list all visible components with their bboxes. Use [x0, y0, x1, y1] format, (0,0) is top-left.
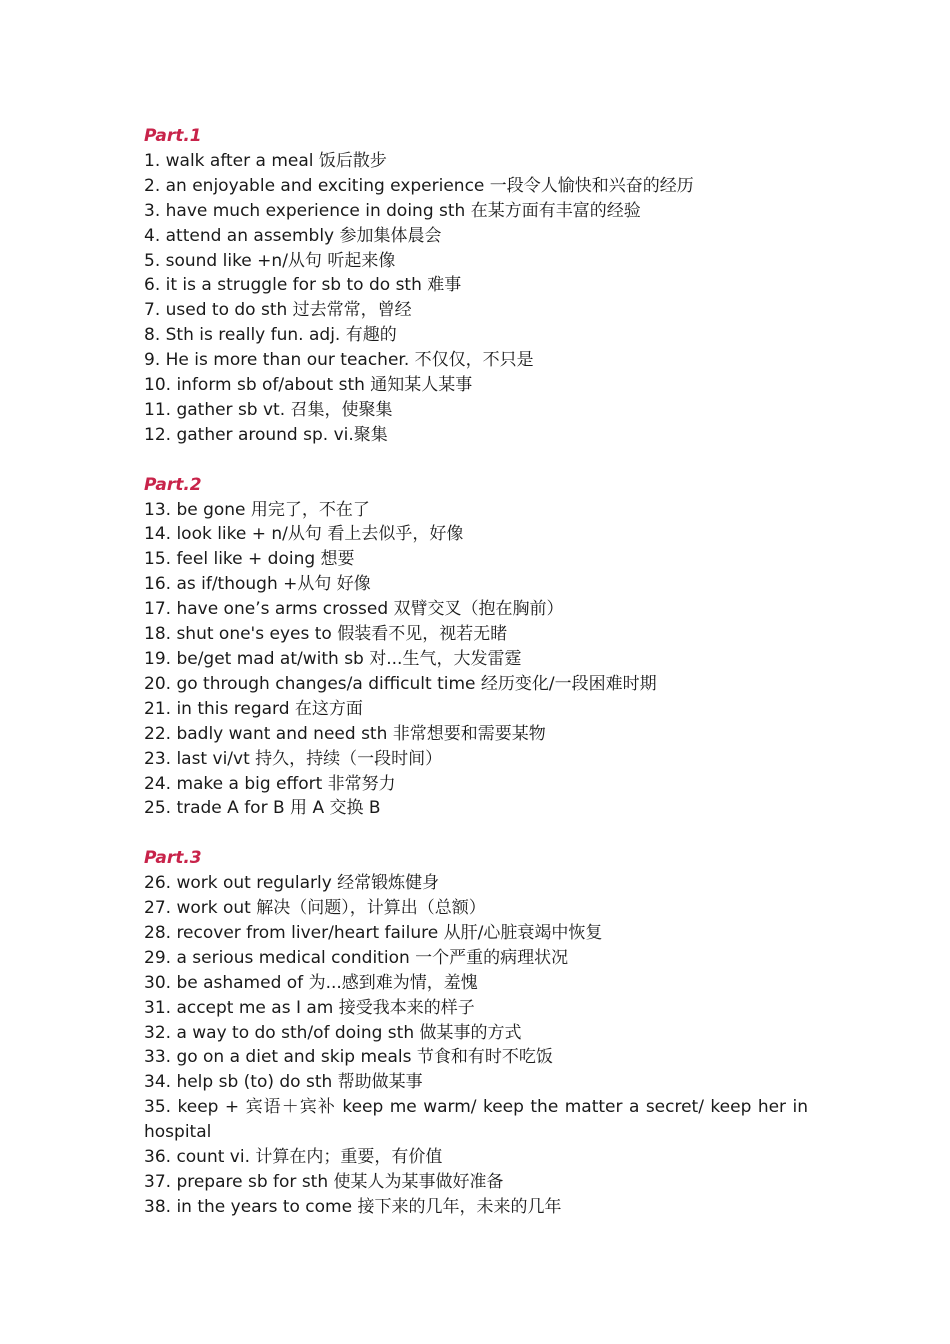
list-item: 14. look like + n/从句 看上去似乎，好像 — [144, 524, 464, 545]
list-item: 35. keep + 宾语＋宾补 keep me warm/ keep the matter a secret/ keep her in hospital — [144, 1097, 808, 1143]
list-item: 30. be ashamed of 为...感到难为情，羞愧 — [144, 972, 478, 993]
list-item: 36. count vi. 计算在内；重要，有价值 — [144, 1147, 443, 1168]
list-item: 26. work out regularly 经常锻炼健身 — [144, 873, 440, 894]
list-item: 28. recover from liver/heart failure 从肝/心脏衰竭中恢复 — [144, 922, 603, 943]
section-title: Part.2 — [144, 474, 202, 495]
list-item: 1. walk after a meal 饭后散步 — [144, 150, 387, 171]
list-item: 32. a way to do sth/of doing sth 做某事的方式 — [144, 1022, 522, 1043]
section-part-2 — [144, 473, 808, 822]
list-item: 9. He is more than our teacher. 不仅仅，不只是 — [144, 350, 534, 371]
list-item: 22. badly want and need sth 非常想要和需要某物 — [144, 723, 546, 744]
list-item: 11. gather sb vt. 召集，使聚集 — [144, 399, 393, 420]
list-item: 6. it is a struggle for sb to do sth 难事 — [144, 275, 462, 296]
list-item: 5. sound like +n/从句 听起来像 — [144, 250, 396, 271]
list-item: 2. an enjoyable and exciting experience 一段令人愉快和兴奋的经历 — [144, 175, 694, 196]
list-item: 21. in this regard 在这方面 — [144, 698, 363, 719]
list-item: 18. shut one's eyes to 假装看不见，视若无睹 — [144, 624, 508, 645]
list-item: 24. make a big effort 非常努力 — [144, 773, 396, 794]
list-item: 37. prepare sb for sth 使某人为某事做好准备 — [144, 1171, 504, 1192]
list-item: 4. attend an assembly 参加集体晨会 — [144, 225, 442, 246]
list-item: 19. be/get mad at/with sb 对...生气，大发雷霆 — [144, 648, 522, 669]
list-item: 38. in the years to come 接下来的几年，未来的几年 — [144, 1196, 562, 1217]
list-item: 31. accept me as I am 接受我本来的样子 — [144, 997, 475, 1018]
list-item: 27. work out 解决（问题），计算出（总额） — [144, 898, 486, 919]
list-item: 33. go on a diet and skip meals 节食和有时不吃饭 — [144, 1047, 553, 1068]
list-item: 29. a serious medical condition 一个严重的病理状况 — [144, 947, 569, 968]
list-item: 10. inform sb of/about sth 通知某人某事 — [144, 375, 473, 396]
list-item: 8. Sth is really fun. adj. 有趣的 — [144, 325, 397, 346]
list-item: 13. be gone 用完了，不在了 — [144, 499, 370, 520]
list-item: 7. used to do sth 过去常常，曾经 — [144, 300, 412, 321]
list-item: 34. help sb (to) do sth 帮助做某事 — [144, 1072, 423, 1093]
list-item: 16. as if/though +从句 好像 — [144, 574, 371, 595]
list-item: 3. have much experience in doing sth 在某方面有丰富的经验 — [144, 200, 641, 221]
section-title: Part.3 — [144, 848, 202, 869]
list-item: 23. last vi/vt 持久，持续（一段时间） — [144, 748, 443, 769]
section-part-1 — [144, 124, 808, 448]
list-item: 17. have one’s arms crossed 双臂交叉（抱在胸前） — [144, 599, 564, 620]
document-page — [144, 124, 808, 1220]
list-item: 20. go through changes/a difficult time 经历变化/一段困难时期 — [144, 673, 657, 694]
section-title: Part.1 — [144, 126, 202, 146]
list-item: 25. trade A for B 用 A 交换 B — [144, 798, 381, 819]
list-item: 15. feel like + doing 想要 — [144, 549, 355, 570]
section-part-3 — [144, 846, 808, 1220]
list-item: 12. gather around sp. vi.聚集 — [144, 424, 388, 445]
